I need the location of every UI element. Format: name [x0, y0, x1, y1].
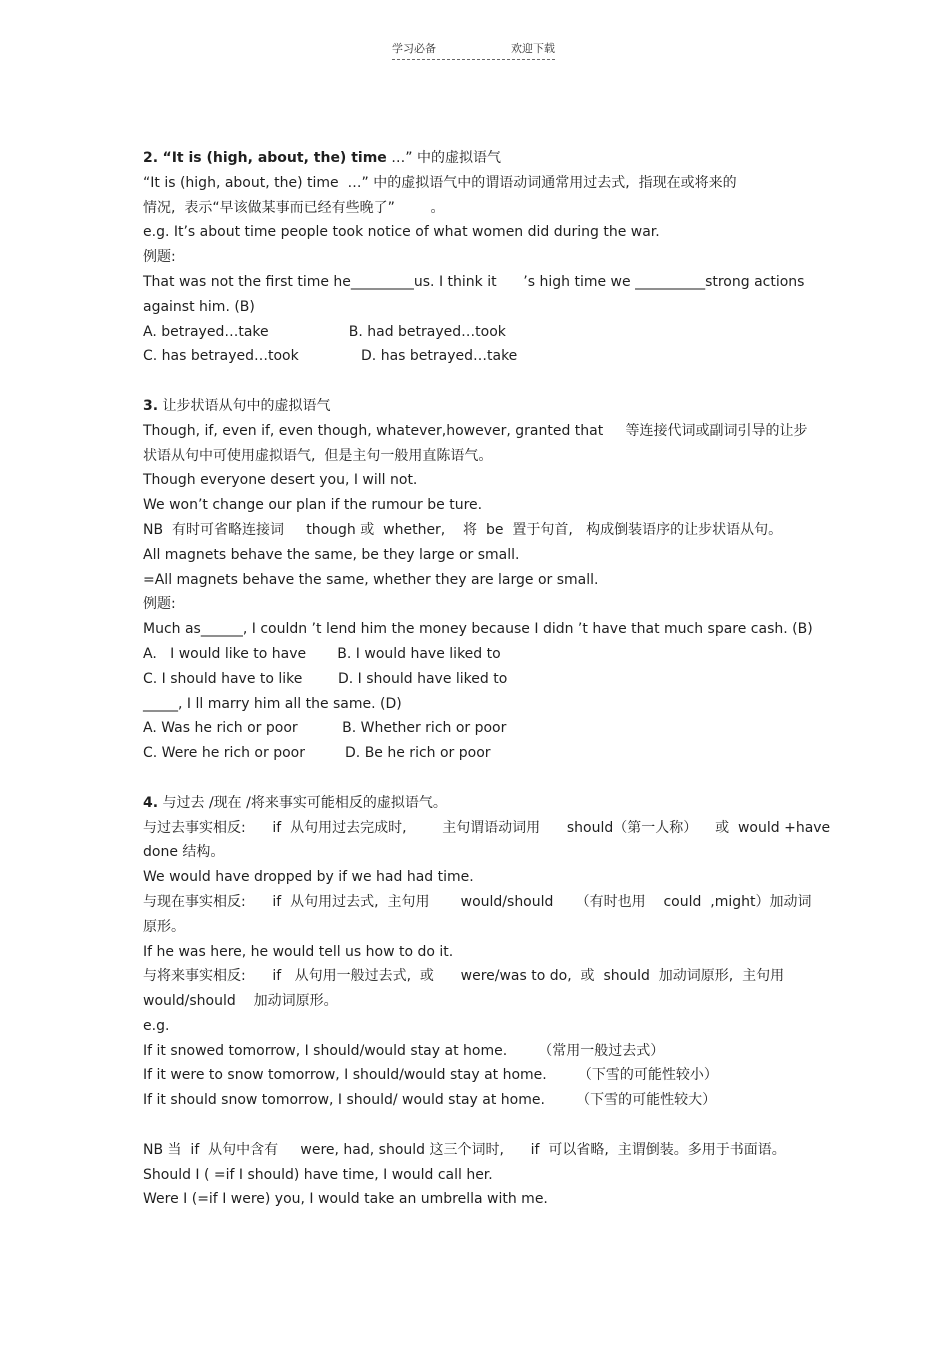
section-number: 4. [143, 794, 159, 811]
exercise-option: A. betrayed…take B. had betrayed…took [143, 323, 506, 340]
example-sentence: If he was here, he would tell us how to do it. [143, 943, 454, 960]
example-sentence: Should I ( =if I should) have time, I would call her. [143, 1166, 493, 1183]
section-heading [143, 146, 823, 171]
header-right-text: 欢迎下载 [511, 42, 555, 55]
section-heading [143, 791, 823, 816]
exercise-label: 例题: [143, 249, 176, 266]
exercise-option: C. I should have to like D. I should have liked to [143, 670, 508, 687]
section-title: 让步状语从句中的虚拟语气 [158, 397, 331, 414]
text-line: done 结构。 [143, 844, 225, 861]
note-line: NB 有时可省略连接词 though 或 whether, 将 be 置于句首, 构成倒装语序的让步状语从句。 [143, 521, 783, 538]
text-line: 情况, 表示“早该做某事而已经有些晚了” 。 [143, 199, 445, 216]
document-body [143, 146, 831, 1212]
example-sentence: e.g. It’s about time people took notice of what women did during the war. [143, 224, 660, 241]
example-sentence: Were I (=if I were) you, I would take an umbrella with me. [143, 1191, 548, 1208]
text-line: 与将来事实相反: if 从句用一般过去式, 或 were/was to do, 或 should 加动词原形, 主句用 [143, 968, 785, 985]
exercise-option: A. Was he rich or poor B. Whether rich or poor [143, 720, 507, 737]
section-number: 2. [143, 150, 159, 166]
section-title: …” 中的虚拟语气 [386, 150, 501, 166]
text-line: 状语从句中可使用虚拟语气, 但是主句一般用直陈语气。 [143, 447, 493, 464]
example-sentence: If it were to snow tomorrow, I should/would stay at home. （下雪的可能性较小） [143, 1067, 718, 1084]
example-sentence: =All magnets behave the same, whether they are large or small. [143, 571, 599, 588]
text-line: Though, if, even if, even though, whatever,however, granted that 等连接代词或副词引导的让步 [143, 422, 808, 439]
example-sentence: We would have dropped by if we had had time. [143, 869, 474, 886]
page-header [392, 40, 555, 60]
exercise-question: against him. (B) [143, 298, 255, 315]
text-line: “It is (high, about, the) time …” 中的虚拟语气中的谓语动词通常用过去式, 指现在或将来的 [143, 174, 737, 191]
note-line: NB 当 if 从句中含有 were, had, should 这三个词时, if 可以省略, 主谓倒装。多用于书面语。 [143, 1141, 786, 1158]
header-left-text: 学习必备 [392, 42, 436, 55]
text-line: 原形。 [143, 918, 185, 935]
section-title-bold: “It is (high, about, the) time [162, 150, 387, 166]
example-sentence: If it snowed tomorrow, I should/would stay at home. （常用一般过去式） [143, 1042, 665, 1059]
example-sentence: All magnets behave the same, be they large or small. [143, 546, 520, 563]
text-line: would/should 加动词原形。 [143, 993, 338, 1010]
exercise-question: Much as______, I couldn ’t lend him the money because I didn ’t have that much spare cash. (B) [143, 621, 813, 638]
section-title: 与过去 /现在 /将来事实可能相反的虚拟语气。 [158, 794, 447, 811]
example-sentence: We won’t change our plan if the rumour be ture. [143, 497, 483, 514]
exercise-option: C. has betrayed…took D. has betrayed…take [143, 348, 518, 365]
section-number: 3. [143, 397, 159, 414]
exercise-option: A. I would like to have B. I would have liked to [143, 645, 501, 662]
exercise-option: C. Were he rich or poor D. Be he rich or poor [143, 745, 491, 762]
example-label: e.g. [143, 1017, 170, 1034]
exercise-question: _____, I ll marry him all the same. (D) [143, 695, 402, 712]
example-sentence: Though everyone desert you, I will not. [143, 472, 418, 489]
exercise-label: 例题: [143, 596, 176, 613]
text-line: 与过去事实相反: if 从句用过去完成时, 主句谓语动词用 should（第一人称） 或 would +have [143, 819, 831, 836]
example-sentence: If it should snow tomorrow, I should/ would stay at home. （下雪的可能性较大） [143, 1092, 717, 1109]
exercise-question: That was not the first time he_________us. I think it ’s high time we __________strong actions [143, 273, 805, 290]
text-line: 与现在事实相反: if 从句用过去式, 主句用 would/should （有时也用 could ,might）加动词 [143, 893, 812, 910]
section-heading [143, 394, 823, 419]
